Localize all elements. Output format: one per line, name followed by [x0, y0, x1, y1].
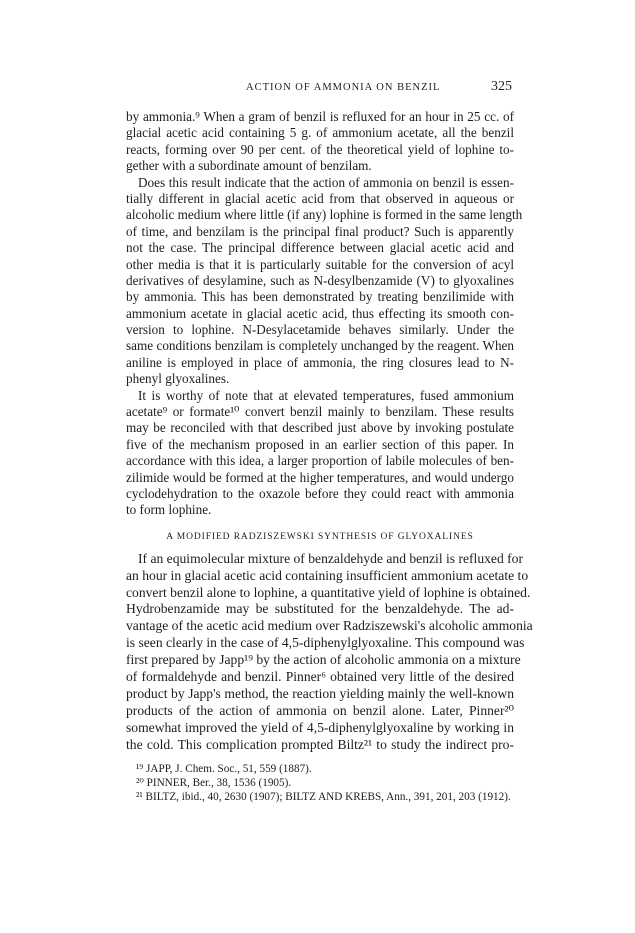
- text-line: may be reconciled with that described just above by invoking postulate: [126, 420, 514, 436]
- page-number: 325: [491, 79, 512, 94]
- text-line: first prepared by Japp¹⁹ by the action of alcoholic ammonia on a mixture: [126, 652, 521, 668]
- paragraph-2: [126, 174, 523, 388]
- footnote: ¹⁹ JAPP, J. Chem. Soc., 51, 559 (1887).: [136, 763, 312, 776]
- text-line: version to lophine. N-Desylacetamide behaves similarly. Under the: [126, 322, 514, 338]
- running-title: ACTION OF AMMONIA ON BENZIL: [246, 82, 441, 93]
- text-line: zilimide would be formed at the higher temperatures, and would undergo: [126, 469, 514, 485]
- footnote: ²¹ BILTZ, ibid., 40, 2630 (1907); BILTZ AND KREBS, Ann., 391, 201, 203 (1912).: [136, 791, 511, 804]
- text-line: products of the action of ammonia on benzil alone. Later, Pinner²⁰: [126, 702, 514, 718]
- text-line: convert benzil alone to lophine, a quantitative yield of lophine is obtained.: [126, 584, 531, 600]
- footnotes: [126, 763, 514, 804]
- text-line: acetate⁹ or formate¹⁰ convert benzil mainly to benzilam. These results: [126, 404, 514, 420]
- text-line: same conditions benzilam is completely unchanged by the reagent. When: [126, 338, 514, 354]
- paragraph-1: [126, 109, 514, 175]
- text-line: five of the mechanism proposed in an earlier section of this paper. In: [126, 436, 514, 452]
- text-line: cyclodehydration to the oxazole before they could react with ammonia: [126, 485, 514, 501]
- text-line: the cold. This complication prompted Biltz²¹ to study the indirect pro-: [126, 736, 514, 752]
- text-line: somewhat improved the yield of 4,5-diphenylglyoxaline by working in: [126, 719, 514, 735]
- text-line: accordance with this idea, a larger proportion of labile molecules of ben-: [126, 453, 514, 469]
- text-line: of time, and benzilam is the principal final product? Such is apparently: [126, 223, 514, 239]
- text-line: Hydrobenzamide may be substituted for the benzaldehyde. The ad-: [126, 601, 514, 617]
- text-line: by ammonia. This has been demonstrated by treating benzilimide with: [126, 289, 514, 305]
- text-line: other media is that it is particularly suitable for the conversion of acyl: [126, 256, 514, 272]
- text-line: not the case. The principal difference between glacial acetic acid and: [126, 240, 514, 256]
- text-line: gether with a subordinate amount of benzilam.: [126, 158, 372, 174]
- text-line: an hour in glacial acetic acid containing insufficient ammonium acetate to: [126, 567, 529, 583]
- section-heading: A MODIFIED RADZISZEWSKI SYNTHESIS OF GLYOXALINES: [166, 531, 474, 542]
- text-line: vantage of the acetic acid medium over Radziszewski's alcoholic ammonia: [126, 618, 533, 634]
- text-line: of formaldehyde and benzil. Pinner⁶ obtained very little of the desired: [126, 669, 514, 684]
- text-line: Does this result indicate that the action of ammonia on benzil is essen-: [138, 174, 514, 190]
- text-line: If an equimolecular mixture of benzaldehyde and benzil is refluxed for: [138, 550, 523, 566]
- text-line: aniline is employed in place of ammonia, the ring closures lead to N-: [126, 354, 514, 370]
- text-line: alcoholic medium where little (if any) lophine is formed in the same length: [126, 207, 523, 223]
- page-body: [126, 109, 533, 805]
- text-line: to form lophine.: [126, 502, 212, 518]
- text-line: is seen clearly in the case of 4,5-diphenylglyoxaline. This compound was: [126, 635, 525, 651]
- footnote: ²⁰ PINNER, Ber., 38, 1536 (1905).: [136, 777, 292, 790]
- text-line: product by Japp's method, the reaction yielding mainly the well-known: [126, 685, 514, 701]
- paragraph-3: [126, 388, 514, 519]
- text-line: by ammonia.⁹ When a gram of benzil is refluxed for an hour in 25 cc. of: [126, 109, 514, 124]
- text-line: tially different in glacial acetic acid from that observed in aqueous or: [126, 190, 514, 206]
- text-line: phenyl glyoxalines.: [126, 371, 230, 387]
- text-line: derivatives of desylamine, such as N-desylbenzamide (V) to glyoxalines: [126, 272, 514, 288]
- text-line: ammonium acetate in glacial acetic acid, thus effecting its smooth con-: [126, 305, 514, 321]
- text-line: reacts, forming over 90 per cent. of the theoretical yield of lophine to-: [126, 141, 514, 157]
- paragraph-4: [126, 550, 533, 754]
- text-line: It is worthy of note that at elevated temperatures, fused ammonium: [138, 387, 514, 403]
- text-line: glacial acetic acid containing 5 g. of ammonium acetate, all the benzil: [126, 125, 514, 141]
